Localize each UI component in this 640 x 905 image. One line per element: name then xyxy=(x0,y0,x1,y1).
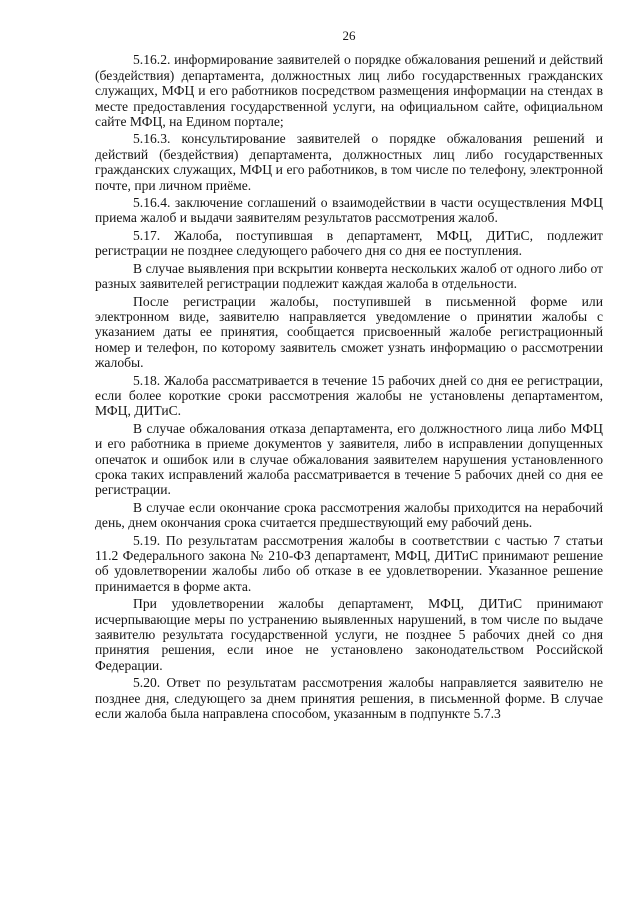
paragraph-5-16-2: 5.16.2. информирование заявителей о порядке обжалования решений и действий (бездействия) департамента, должностных лиц либо государственных гражданских служащих, МФЦ и его работников посредством размещения информации на стендах в месте предоставления государственной услуги, на официальном сайте, официальном сайте МФЦ, на Едином портале; xyxy=(95,52,603,130)
page-number: 26 xyxy=(342,28,356,43)
paragraph-5-19-satisfaction: При удовлетворении жалобы департамент, МФЦ, ДИТиС принимают исчерпывающие меры по устранению выявленных нарушений, в том числе по выдаче заявителю результата государственной услуги, не позднее 5 рабочих дней со дня принятия решения, если иное не установлено законодательством Российской Федерации. xyxy=(95,596,603,673)
paragraph-5-17: 5.17. Жалоба, поступившая в департамент, МФЦ, ДИТиС, подлежит регистрации не позднее следующего рабочего дня со дня ее поступления. xyxy=(95,227,603,259)
paragraph-5-17-notification: После регистрации жалобы, поступившей в письменной форме или электронном виде, заявителю направляется уведомление о принятии жалобы с указанием даты ее принятия, сообщается присвоенный жалобе регистрационный номер и телефон, по которому заявитель сможет узнать информацию о рассмотрении жалобы. xyxy=(95,293,603,371)
paragraph-5-18: 5.18. Жалоба рассматривается в течение 15 рабочих дней со дня ее регистрации, если более короткие сроки рассмотрения жалобы не установлены департаментом, МФЦ, ДИТиС. xyxy=(95,372,603,419)
paragraph-5-16-3: 5.16.3. консультирование заявителей о порядке обжалования решений и действий (бездействия) департамента, должностных лиц либо государственных гражданских служащих, МФЦ и его работников, в том числе по телефону, электронной почте, при личном приёме. xyxy=(95,131,603,193)
paragraph-5-16-4: 5.16.4. заключение соглашений о взаимодействии в части осуществления МФЦ приема жалоб и выдачи заявителям результатов рассмотрения жалоб. xyxy=(95,195,603,226)
paragraph-5-17-multiple-complaints: В случае выявления при вскрытии конверта нескольких жалоб от одного либо от разных заявителей регистрации подлежит каждая жалоба в отдельности. xyxy=(95,260,603,292)
paragraph-5-18-refusal-appeal: В случае обжалования отказа департамента, его должностного лица либо МФЦ и его работника в приеме документов у заявителя, либо в исправлении допущенных опечаток и ошибок или в случае обжалования заявителем нарушения установленного срока таких исправлений жалоба рассматривается в течение 5 рабочих дней со дня ее регистрации. xyxy=(95,420,603,498)
paragraph-5-19: 5.19. По результатам рассмотрения жалобы в соответствии с частью 7 статьи 11.2 Федерального закона № 210-ФЗ департамент, МФЦ, ДИТиС принимают решение об удовлетворении жалобы либо об отказе в ее удовлетворении. Указанное решение принимается в форме акта. xyxy=(95,532,603,594)
paragraph-5-20: 5.20. Ответ по результатам рассмотрения жалобы направляется заявителю не позднее дня, следующего за днем принятия решения, в письменной форме. В случае если жалоба была направлена способом, указанным в подпункте 5.7.3 xyxy=(95,675,603,722)
document-page xyxy=(95,28,603,723)
paragraph-5-18-non-working-day: В случае если окончание срока рассмотрения жалобы приходится на нерабочий день, днем окончания срока считается предшествующий ему рабочий день. xyxy=(95,499,603,531)
